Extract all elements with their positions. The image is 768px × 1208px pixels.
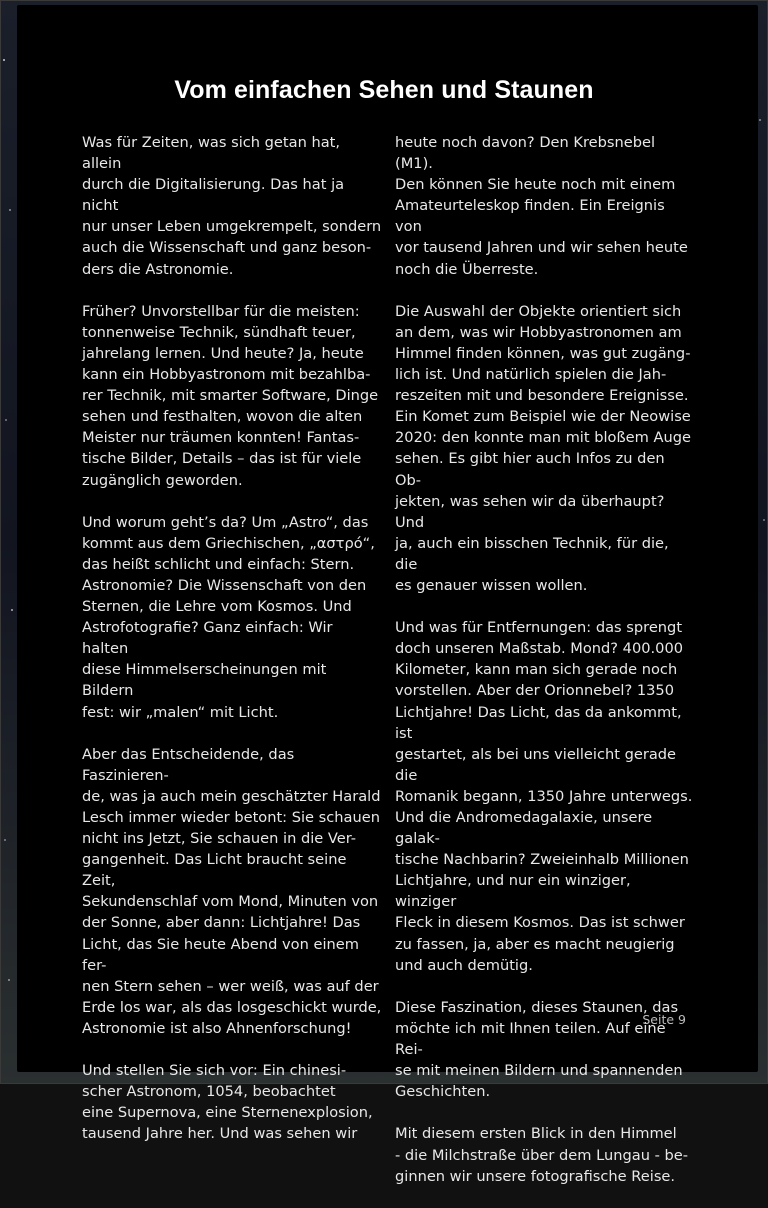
paragraph: Und stellen Sie sich vor: Ein chinesi- scher Astronom, 1054, beobachtet eine Supernova, eine Sternenexplosion, tausend Jahre her. Und was sehen wir	[82, 1062, 373, 1143]
paragraph: Diese Faszination, dieses Staunen, das möchte ich mit Ihnen teilen. Auf eine Rei- se mit meinen Bildern und spannenden Geschichten.	[395, 998, 683, 1101]
page-number: Seite 9	[642, 1012, 686, 1027]
paragraph: Die Auswahl der Objekte orientiert sich an dem, was wir Hobbyastronomen am Himmel finden können, was gut zugäng- lich ist. Und natürlich spielen die Jah- reszeiten mit und besondere Ereignisse. Ein Komet zum Beispiel wie der Neowise 2020: den konnte man mit bloßem Auge sehen. Es gibt hier auch Infos zu den Ob- jekten, was sehen wir da überhaupt? Und ja, auch ein bisschen Technik, für die, die es genauer wissen wollen.	[395, 302, 691, 594]
paragraph: Aber das Entscheidende, das Faszinieren- de, was ja auch mein geschätzter Harald Lesch immer wieder betont: Sie schauen nicht ins Jetzt, Sie schauen in die Ver- gangenheit. Das Licht braucht seine Zeit, Sekundenschlaf vom Mond, Minuten von der Sonne, aber dann: Lichtjahre! Das Licht, das Sie heute Abend von einem fer- nen Stern sehen – wer weiß, was auf der Erde los war, als das losgeschickt wurde, Astronomie ist also Ahnenforschung!	[82, 745, 382, 1037]
paragraph: Und worum geht’s da? Um „Astro“, das kommt aus dem Griechischen, „αστρό“, das heißt schlicht und einfach: Stern. Astronomie? Die Wissenschaft von den Sternen, die Lehre vom Kosmos. Und Astrofotografie? Ganz einfach: Wir halten diese Himmelserscheinungen mit Bildern fest: wir „malen“ mit Licht.	[82, 513, 375, 721]
text-column-right	[395, 132, 695, 1208]
paragraph: heute noch davon? Den Krebsnebel (M1). Den können Sie heute noch mit einem Amateurteleskop finden. Ein Ereignis von vor tausend Jahren und wir sehen heute noch die Überreste.	[395, 134, 688, 278]
paragraph: Früher? Unvorstellbar für die meisten: tonnenweise Technik, sündhaft teuer, jahrelang lernen. Und heute? Ja, heute kann ein Hobbyastronom mit bezahlba- rer Technik, mit smarter Software, Dinge sehen und festhalten, wovon die alten Meister nur träumen konnten! Fantas- tische Bilder, Details – das ist für viele zugänglich geworden.	[82, 302, 379, 489]
text-column-left	[82, 132, 382, 1166]
paragraph: Mit diesem ersten Blick in den Himmel - die Milchstraße über dem Lungau - be- ginnen wir unsere fotografische Reise.	[395, 1125, 689, 1185]
paragraph: Und was für Entfernungen: das sprengt doch unseren Maßstab. Mond? 400.000 Kilometer, kann man sich gerade noch vorstellen. Aber der Orionnebel? 1350 Lichtjahre! Das Licht, das da ankommt, ist gestartet, als bei uns vielleicht gerade die Romanik begann, 1350 Jahre unterwegs. Und die Andromedagalaxie, unsere galak- tische Nachbarin? Zweieinhalb Millionen Lichtjahre, und nur ein winziger, winziger Fleck in diesem Kosmos. Das ist schwer zu fassen, ja, aber es macht neugierig und auch demütig.	[395, 619, 693, 974]
page-title: Vom einfachen Sehen und Staunen	[174, 76, 594, 104]
paragraph: Was für Zeiten, was sich getan hat, allein durch die Digitalisierung. Das hat ja nicht nur unser Leben umgekrempelt, sondern auch die Wissenschaft und ganz beson- ders die Astronomie.	[82, 134, 382, 278]
